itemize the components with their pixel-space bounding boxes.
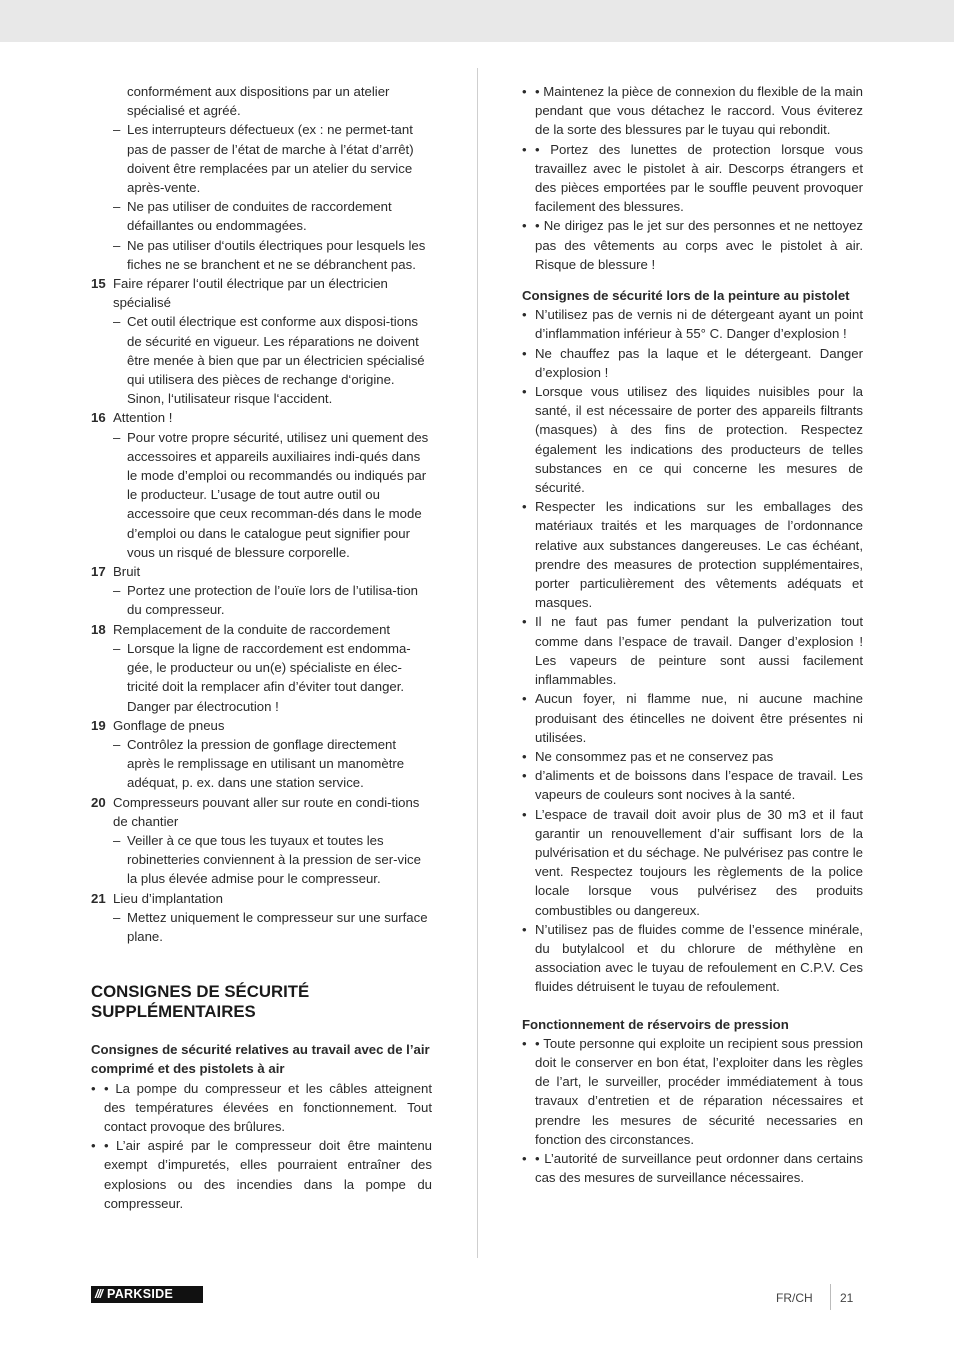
item-title: Bruit	[113, 564, 141, 580]
bullet-item: • d’aliments et de boissons dans l’espace de travail. Les vapeurs de couleurs sont nocives à la santé.	[522, 766, 863, 804]
item-number: 18	[91, 621, 106, 637]
dash-item: – Pour votre propre sécurité, utilisez uni quement des accessoires et appareils auxiliaires indi-qués dans le mode d’emploi ou recommandés ou indiqués par le producteur. L’usage de tout autre outil ou accessoire que ceux recomman-dés dans le mode d’emploi ou dans le catalogue peut signifier pour vous un risqué de blessure corporelle.	[91, 428, 432, 562]
dash-item: – Veiller à ce que tous les tuyaux et toutes les robinetteries conviennent à la pression de ser-vice la plus élevée admise pour le compresseur.	[91, 831, 432, 889]
subsection-heading: Fonctionnement de réservoirs de pression	[522, 1016, 789, 1032]
numbered-item-17	[91, 562, 432, 581]
dash-item: – Ne pas utiliser d‘outils électriques pour lesquels les fiches ne se branchent et ne se débranchent pas.	[91, 236, 432, 274]
item-title: Remplacement de la conduite de raccordement	[113, 621, 391, 637]
section-heading-line: CONSIGNES DE SÉCURITÉ	[91, 982, 310, 1002]
item-number: 20	[91, 794, 106, 810]
bullet-item: • Respecter les indications sur les emballages des matériaux traités et les marquages de l’ordonnance relative aux substances dangereuses. Le cas échéant, prendre des measures de protection supplémentaires, porter particulièrement des vêtements adéquats et masques.	[522, 497, 863, 612]
dash-item: – Portez une protection de l’ouïe lors de l’utilisa-tion du compresseur.	[91, 581, 432, 619]
column-divider	[477, 68, 478, 1258]
numbered-item-21	[91, 889, 432, 908]
item-title: Compresseurs pouvant aller sur route en condi-tions de chantier	[113, 794, 420, 829]
item-title: Lieu d’implantation	[113, 890, 223, 906]
dash-item: – Mettez uniquement le compresseur sur une surface plane.	[91, 908, 432, 946]
item-number: 19	[91, 717, 106, 733]
page-number: 21	[840, 1291, 854, 1305]
dash-item: – Contrôlez la pression de gonflage directement après le remplissage en utilisant un manomètre adéquat, p. ex. dans une station service.	[91, 735, 432, 793]
section-heading-line: SUPPLÉMENTAIRES	[91, 1002, 256, 1022]
bullet-item: • • Maintenez la pièce de connexion du flexible de la main pendant que vous détachez le raccord. Vous éviterez de la sorte des blessures par le tuyau qui rebondit.	[522, 82, 863, 140]
item-number: 17	[91, 564, 106, 580]
bullet-item: • Aucun foyer, ni flamme nue, ni aucune machine produisant des étincelles ne doivent être présentes ni utilisées.	[522, 689, 863, 747]
bullet-item: • • La pompe du compresseur et les câbles atteignent des températures élevées en fonctionnement. Tout contact provoque des brûlures.	[91, 1079, 432, 1137]
numbered-item-19	[91, 716, 432, 735]
bullet-item: • N’utilisez pas de vernis ni de détergeant ayant un point d’inflammation inférieur à 55° C. Danger d’explosion !	[522, 305, 863, 343]
item-title: Attention !	[113, 410, 173, 426]
language-code: FR/CH	[776, 1291, 813, 1305]
bullet-item: • • L’air aspiré par le compresseur doit être maintenu exempt d’impuretés, elles pourraient entraîner des explosions ou des incendies dans la pompe du compresseur.	[91, 1136, 432, 1213]
bullet-item: • Ne chauffez pas la laque et le détergeant. Danger d’explosion !	[522, 344, 863, 382]
parkside-logo	[91, 1286, 203, 1303]
bullet-item: • • Portez des lunettes de protection lorsque vous travaillez avec le pistolet à air. Descorps étrangers et des pièces emportées par le souffle peuvent provoquer facilement des blessures.	[522, 140, 863, 217]
bullet-item: • • Ne dirigez pas le jet sur des personnes et ne nettoyez pas des vêtements au corps avec le pistolet à air. Risque de blessure !	[522, 216, 863, 274]
numbered-item-15	[91, 274, 432, 312]
dash-item: – Cet outil électrique est conforme aux disposi-tions de sécurité en vigueur. Les réparations ne doivent être menée à bien que par un électricien spécialisé qui utilisera des pièces de rechange d‘origine. Sinon, l‘utilisateur risque l‘accident.	[91, 312, 432, 408]
footer-separator	[830, 1284, 831, 1310]
continuation-text: conformément aux dispositions par un atelier spécialisé et agréé.	[127, 84, 390, 119]
left-column	[91, 82, 432, 1213]
numbered-item-20	[91, 793, 432, 831]
bullet-item: • Il ne faut pas fumer pendant la pulverization tout comme dans l’espace de travail. Danger d’explosion ! Les vapeurs de peinture sont aussi facilement inflammables.	[522, 612, 863, 689]
bullet-item: • Lorsque vous utilisez des liquides nuisibles pour la santé, il est nécessaire de porter des appareils filtrants (masques) à des fins de protection. Respectez également les indications des producteurs de telles substances en ce qui concerne les mesures de sécurité.	[522, 382, 863, 497]
bullet-item: • L’espace de travail doit avoir plus de 30 m3 et il faut garantir un renouvellement d’air suffisant lors de la pulvérisation et du séchage. Ne pulvérisez pas contre le vent. Respectez toujours les règlements de la police locale lorsque vous pulvérisez des produits combustibles ou dangereux.	[522, 805, 863, 920]
numbered-item-16	[91, 408, 432, 427]
logo-text: PARKSIDE	[107, 1286, 174, 1301]
bullet-item: • N’utilisez pas de fluides comme de l’essence minérale, du butylalcool et du chlorure de méthylène en association avec le tuyau de refoulement en C.P.V. Ces fluides détruisent le tuyau de refoulement.	[522, 920, 863, 997]
dash-item: – Les interrupteurs défectueux (ex : ne permet-tant pas de passer de l’état de marche à l’état d’arrêt) doivent être remplacées par un atelier du service après-vente.	[91, 120, 432, 197]
bullet-item: • Ne consommez pas et ne conservez pas	[522, 747, 863, 766]
logo-stripes-icon: ///	[95, 1286, 103, 1301]
right-column	[522, 82, 863, 1187]
item-title: Gonflage de pneus	[113, 717, 225, 733]
subsection-heading: Consignes de sécurité relatives au travail avec de l’air comprimé et des pistolets à air	[91, 1042, 430, 1077]
numbered-item-18	[91, 620, 432, 639]
section-heading	[91, 982, 432, 1022]
item-title: Faire réparer l‘outil électrique par un électricien spécialisé	[113, 276, 388, 311]
item-number: 15	[91, 276, 106, 292]
dash-item: – Ne pas utiliser de conduites de raccordement défaillantes ou endommagées.	[91, 197, 432, 235]
item-number: 21	[91, 890, 106, 906]
subsection-heading: Consignes de sécurité lors de la peinture au pistolet	[522, 288, 850, 304]
bullet-item: • • L’autorité de surveillance peut ordonner dans certains cas des mesures de surveillance nécessaires.	[522, 1149, 863, 1187]
item-number: 16	[91, 410, 106, 426]
dash-item: – Lorsque la ligne de raccordement est endomma-gée, le producteur ou un(e) spécialiste en élec-tricité doit la remplacer afin d’éviter tout danger. Danger par électrocution !	[91, 639, 432, 716]
top-header-bar	[0, 0, 954, 42]
bullet-item: • • Toute personne qui exploite un recipient sous pression doit le conserver en bon état, l’exploiter dans les règles de l’art, le surveiller, procéder immédiatement à tous travaux d’entretien et de réparation nécessaires et prendre les mesures de sécurité necessaries en fonction des circonstances.	[522, 1034, 863, 1149]
